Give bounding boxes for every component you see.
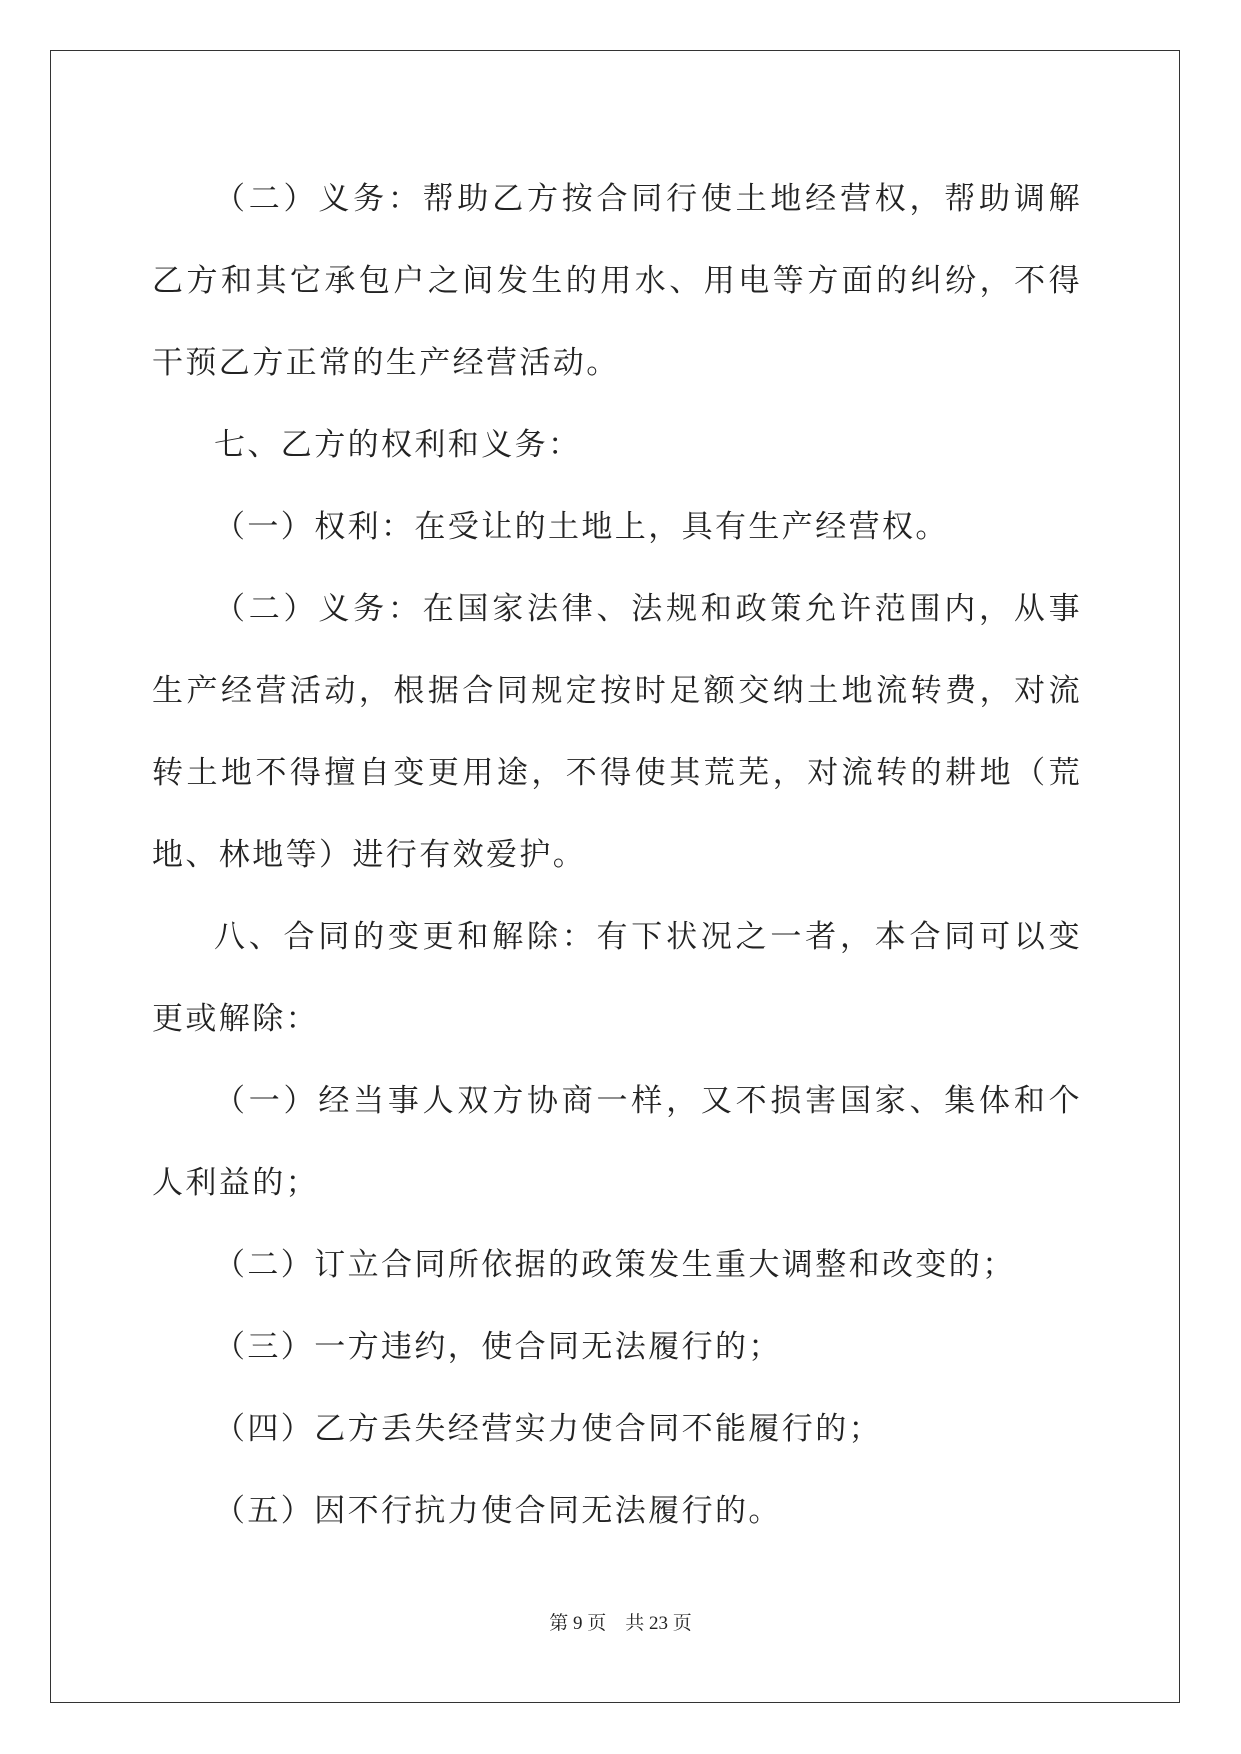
paragraph: （一）权利：在受让的土地上，具有生产经营权。 [214, 509, 949, 545]
document-body [152, 158, 1082, 1552]
list-item: （一）经当事人双方协商一样，又不损害国家、集体和个人利益的； [152, 1083, 1082, 1201]
list-item: （三）一方违约，使合同无法履行的； [214, 1329, 782, 1365]
paragraph: （二）义务：帮助乙方按合同行使土地经营权，帮助调解乙方和其它承包户之间发生的用水、用电等方面的纠纷，不得干预乙方正常的生产经营活动。 [152, 181, 1082, 381]
page-number: 第 9 页 共 23 页 [549, 1613, 692, 1634]
list-item: （五）因不行抗力使合同无法履行的。 [214, 1493, 782, 1529]
page-footer [0, 1608, 1241, 1635]
list-item: （二）订立合同所依据的政策发生重大调整和改变的； [214, 1247, 1016, 1283]
list-item: （四）乙方丢失经营实力使合同不能履行的； [214, 1411, 882, 1447]
section-heading: 七、乙方的权利和义务： [214, 427, 582, 463]
paragraph: （二）义务：在国家法律、法规和政策允许范围内，从事生产经营活动，根据合同规定按时足额交纳土地流转费，对流转土地不得擅自变更用途，不得使其荒芜，对流转的耕地（荒地、林地等）进行有效爱护。 [152, 591, 1082, 873]
section-heading: 八、合同的变更和解除：有下状况之一者，本合同可以变更或解除： [152, 919, 1082, 1037]
